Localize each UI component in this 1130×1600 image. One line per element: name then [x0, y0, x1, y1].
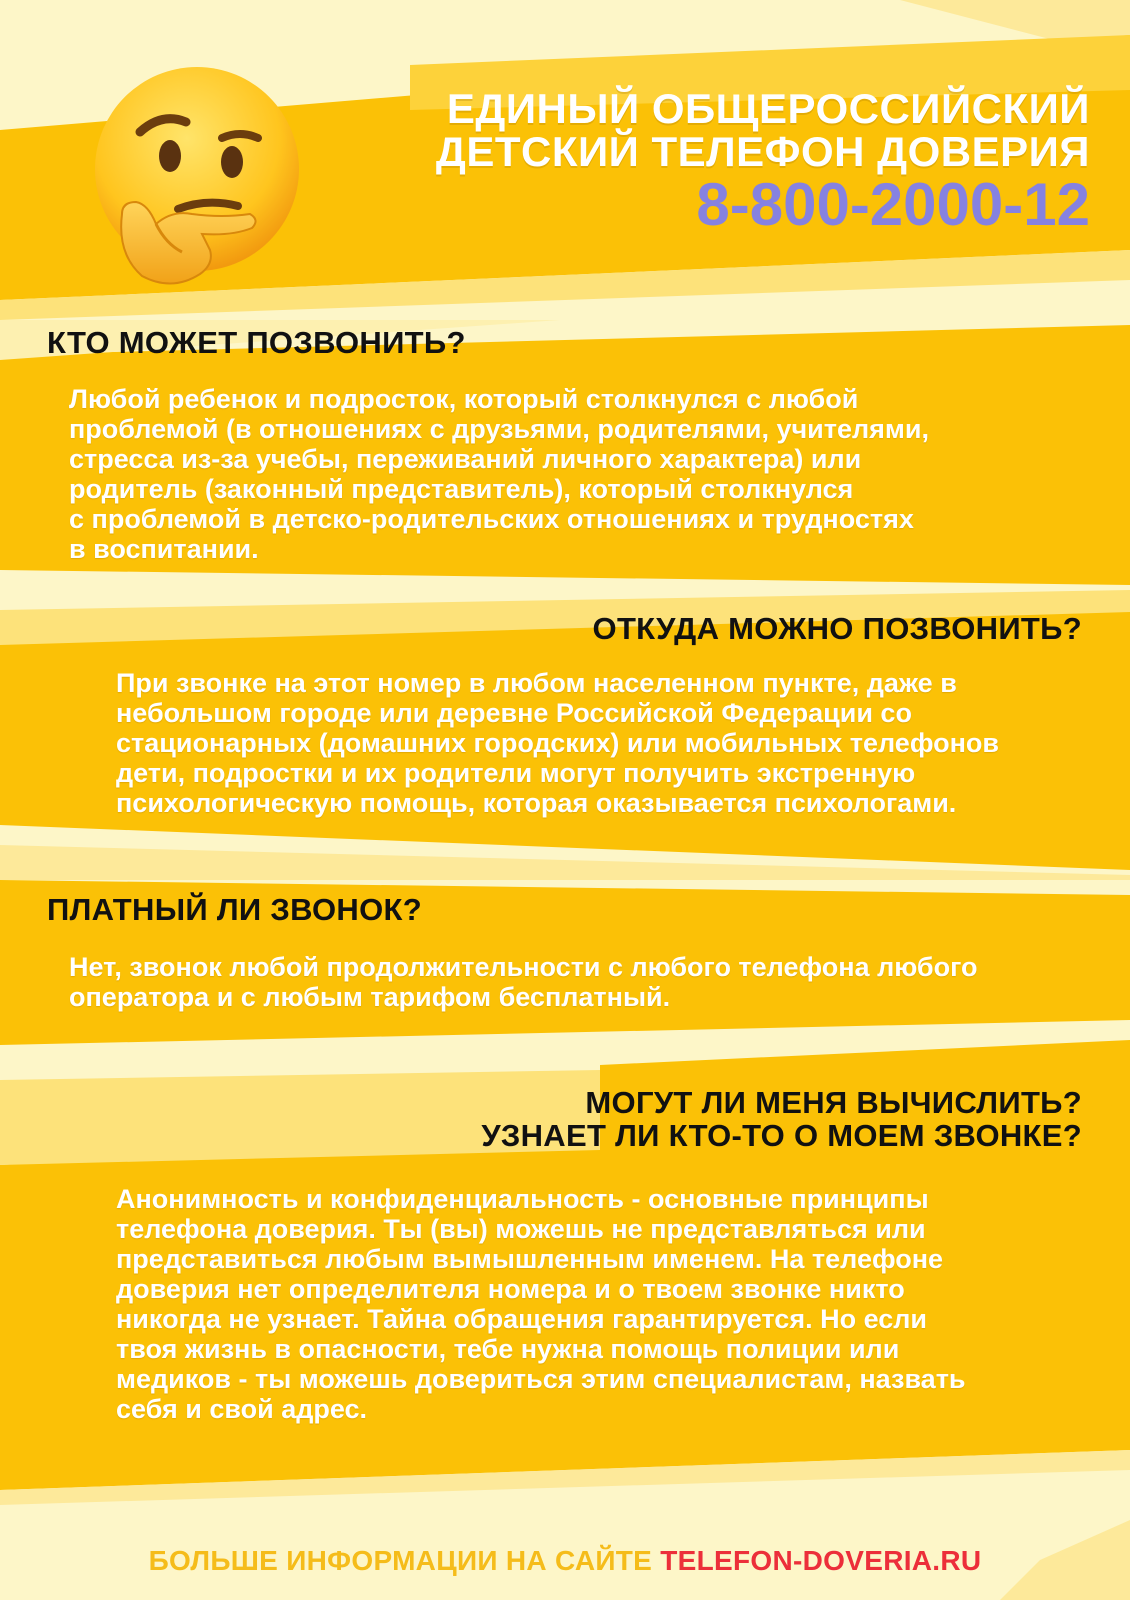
hotline-title-line2: ДЕТСКИЙ ТЕЛЕФОН ДОВЕРИЯ	[435, 128, 1090, 175]
text-line: дети, подростки и их родители могут получить экстренную	[116, 758, 916, 788]
section-text-is-it-paid	[69, 952, 977, 1012]
text-line: проблемой (в отношениях с друзьями, родителями, учителями,	[69, 414, 929, 444]
text-line: медиков - ты можешь довериться этим специалистам, назвать	[116, 1364, 966, 1394]
section-heading-anonymity-line2: УЗНАЕТ ЛИ КТО-ТО О МОЕМ ЗВОНКЕ?	[481, 1118, 1082, 1153]
footer-website-link[interactable]: TELEFON-DOVERIA.RU	[660, 1545, 982, 1576]
text-line: стресса из-за учебы, переживаний личного характера) или	[69, 444, 862, 474]
text-line: представиться любым вымышленным именем. На телефоне	[116, 1244, 944, 1274]
text-line: Любой ребенок и подросток, который столкнулся с любой	[69, 384, 859, 414]
text-line: доверия нет определителя номера и о твоем звонке никто	[116, 1274, 905, 1304]
text-line: При звонке на этот номер в любом населенном пункте, даже в	[116, 668, 957, 698]
text-line: твоя жизнь в опасности, тебе нужна помощь полиции или	[116, 1334, 900, 1364]
text-line: родитель (законный представитель), который столкнулся	[69, 474, 854, 504]
thinking-face-icon	[82, 64, 312, 294]
section-text-who-can-call	[69, 384, 929, 564]
section-heading-is-it-paid: ПЛАТНЫЙ ЛИ ЗВОНОК?	[47, 892, 422, 927]
section-heading-who-can-call: КТО МОЖЕТ ПОЗВОНИТЬ?	[47, 325, 466, 360]
footer	[0, 1545, 1130, 1577]
section-text-where-from	[116, 668, 999, 818]
text-line: телефона доверия. Ты (вы) можешь не представляться или	[116, 1214, 926, 1244]
section-text-anonymity	[116, 1184, 966, 1424]
text-line: оператора и с любым тарифом бесплатный.	[69, 982, 671, 1012]
text-line: никогда не узнает. Тайна обращения гарантируется. Но если	[116, 1304, 927, 1334]
text-line: Нет, звонок любой продолжительности с любого телефона любого	[69, 952, 978, 982]
hotline-title-line1: ЕДИНЫЙ ОБЩЕРОССИЙСКИЙ	[446, 85, 1090, 132]
text-line: в воспитании.	[69, 534, 259, 564]
text-line: небольшом городе или деревне Российской Федерации со	[116, 698, 912, 728]
text-line: стационарных (домашних городских) или мобильных телефонов	[116, 728, 999, 758]
hotline-phone-number[interactable]: 8-800-2000-12	[696, 171, 1090, 238]
footer-label: БОЛЬШЕ ИНФОРМАЦИИ НА САЙТЕ	[148, 1545, 661, 1576]
text-line: психологическую помощь, которая оказывается психологами.	[116, 788, 957, 818]
text-line: Анонимность и конфиденциальность - основные принципы	[116, 1184, 929, 1214]
text-line: с проблемой в детско-родительских отношениях и трудностях	[69, 504, 914, 534]
section-heading-anonymity-line1: МОГУТ ЛИ МЕНЯ ВЫЧИСЛИТЬ?	[585, 1085, 1082, 1120]
section-heading-where-from: ОТКУДА МОЖНО ПОЗВОНИТЬ?	[592, 611, 1082, 646]
text-line: себя и свой адрес.	[116, 1394, 368, 1424]
